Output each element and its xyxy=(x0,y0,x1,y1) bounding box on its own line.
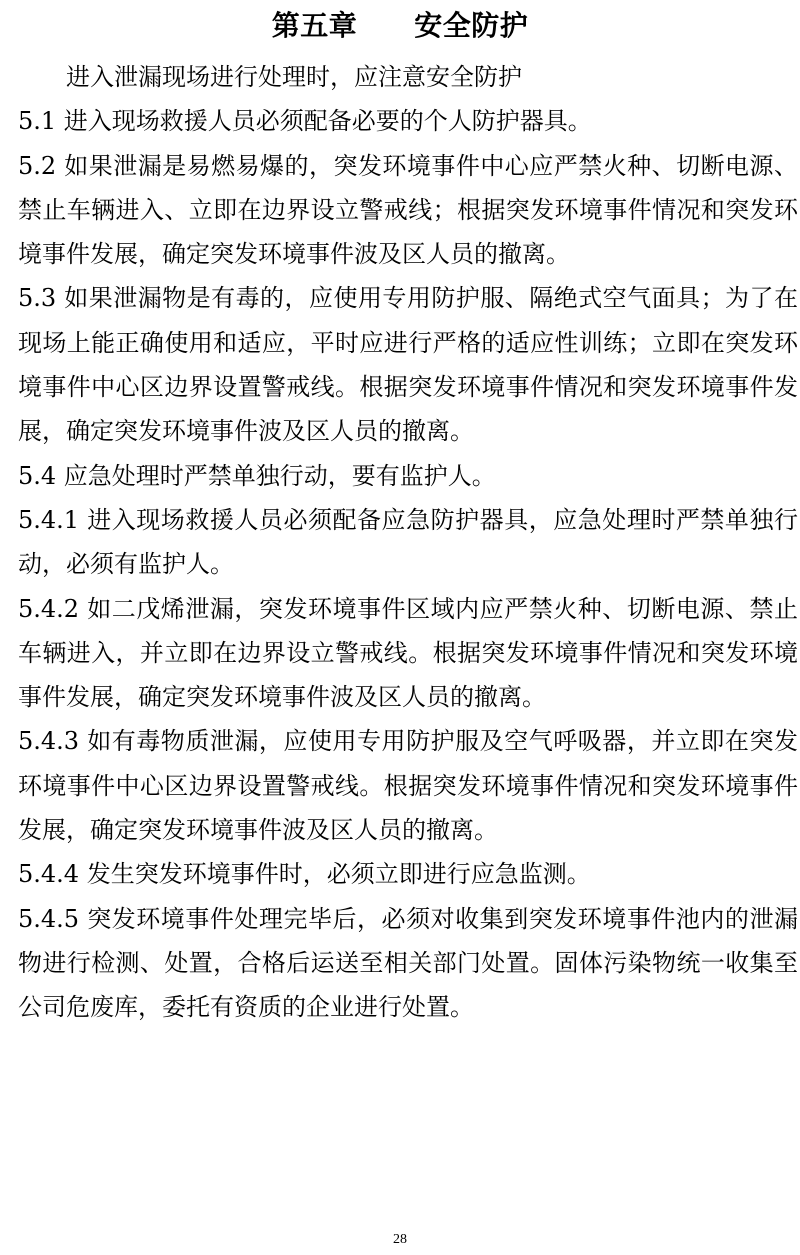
section-5-1-paragraph: 5.1 进入现场救援人员必须配备必要的个人防护器具。 xyxy=(18,107,592,136)
section-5-4-3-paragraph: 5.4.3 如有毒物质泄漏，应使用专用防护服及空气呼吸器，并立即在突发环境事件中心区边界设置警戒线。根据突发环境事件情况和突发环境事件发展，确定突发环境事件波及区人员的撤离。 xyxy=(18,727,798,845)
section-5-3-paragraph: 5.3 如果泄漏物是有毒的，应使用专用防护服、隔绝式空气面具；为了在现场上能正确使用和适应，平时应进行严格的适应性训练；立即在突发环境事件中心区边界设置警戒线。根据突发环境事件情况和突发环境事件发展，确定突发环境事件波及区人员的撤离。 xyxy=(18,284,798,446)
section-5-4-5-paragraph: 5.4.5 突发环境事件处理完毕后，必须对收集到突发环境事件池内的泄漏物进行检测、处置，合格后运送至相关部门处置。固体污染物统一收集至公司危废库，委托有资质的企业进行处置。 xyxy=(18,904,798,1022)
body-text xyxy=(18,55,798,1030)
section-5-4-4-paragraph: 5.4.4 发生突发环境事件时，必须立即进行应急监测。 xyxy=(18,860,591,889)
section-5-4-1-paragraph: 5.4.1 进入现场救援人员必须配备应急防护器具，应急处理时严禁单独行动，必须有监护人。 xyxy=(18,505,798,579)
section-5-2-paragraph: 5.2 如果泄漏是易燃易爆的，突发环境事件中心应严禁火种、切断电源、禁止车辆进入、立即在边界设立警戒线；根据突发环境事件情况和突发环境事件发展，确定突发环境事件波及区人员的撤离。 xyxy=(18,151,798,269)
page-number: 28 xyxy=(393,1232,407,1247)
intro-paragraph: 进入泄漏现场进行处理时，应注意安全防护 xyxy=(66,63,522,91)
section-5-4-paragraph: 5.4 应急处理时严禁单独行动，要有监护人。 xyxy=(18,461,496,490)
section-5-4-2-paragraph: 5.4.2 如二戊烯泄漏，突发环境事件区域内应严禁火种、切断电源、禁止车辆进入，并立即在边界设立警戒线。根据突发环境事件情况和突发环境事件发展，确定突发环境事件波及区人员的撤离。 xyxy=(18,594,798,712)
chapter-title: 第五章 安全防护 xyxy=(271,9,529,42)
